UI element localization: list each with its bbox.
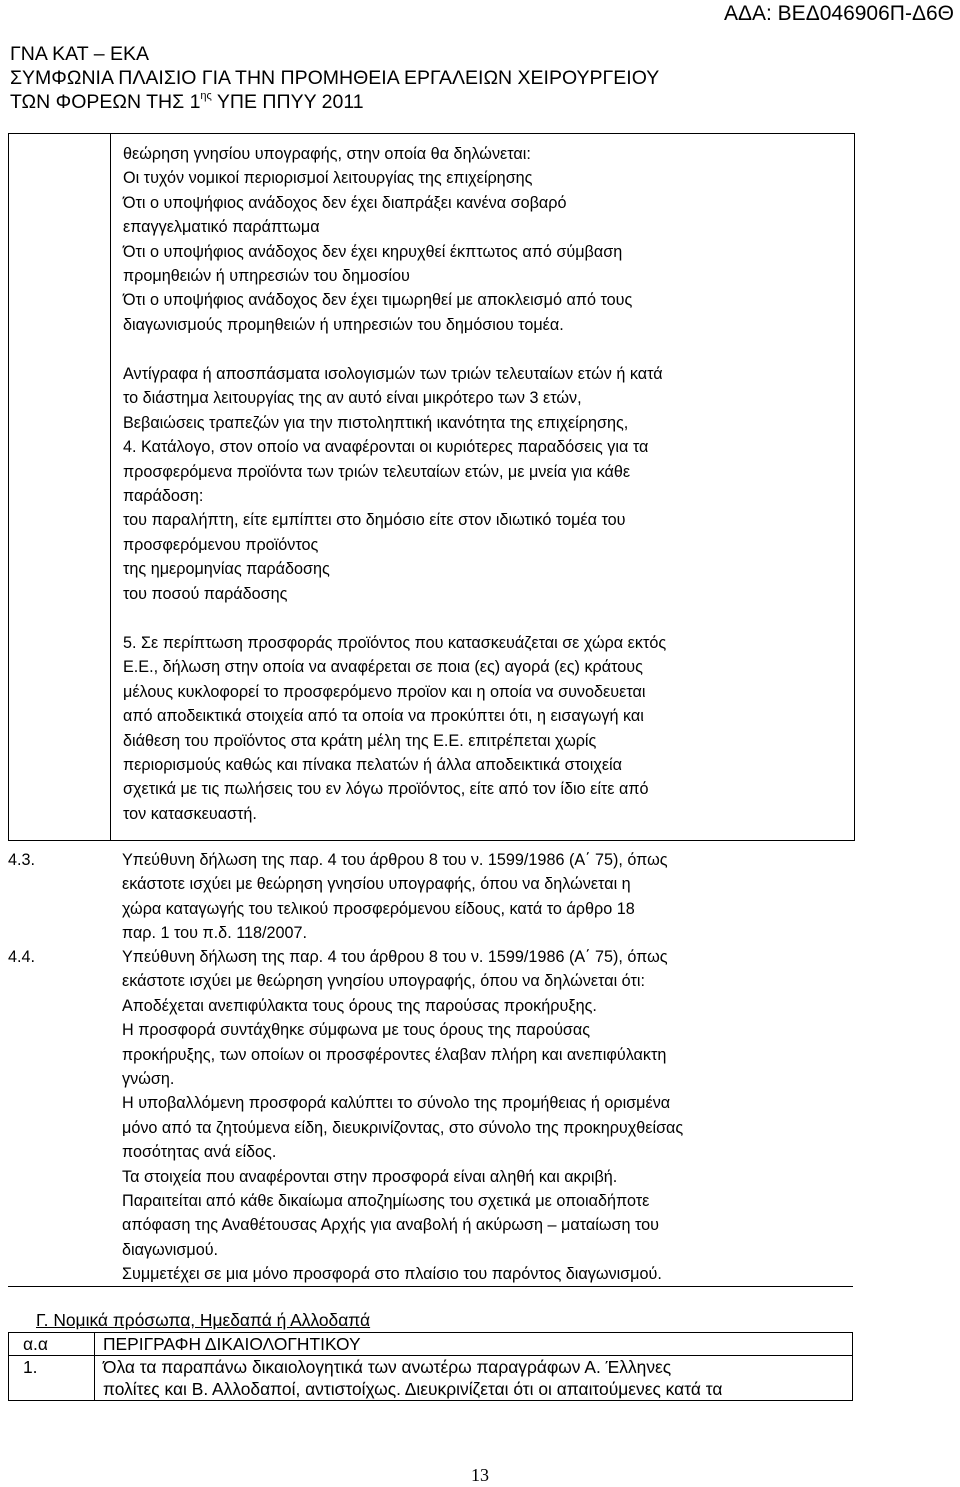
text-line: Όλα τα παραπάνω δικαιολογητικά των ανωτέρω παραγράφων Α. Έλληνες — [103, 1357, 672, 1377]
text-line: Βεβαιώσεις τραπεζών για την πιστοληπτική ικανότητα της επιχείρησης, — [123, 413, 629, 432]
text-line: γνώση. — [122, 1070, 175, 1089]
header-cell-aa: α.α — [9, 1333, 95, 1356]
text-line: Ότι ο υποψήφιος ανάδοχος δεν έχει κηρυχθεί έκπτωτος από σύμβαση — [123, 242, 623, 261]
table-row — [9, 1356, 853, 1401]
financial-block — [123, 362, 843, 606]
text-line: Οι τυχόν νομικοί περιορισμοί λειτουργίας της επιχείρησης — [123, 169, 533, 188]
text-line: απόφαση της Αναθέτουσας Αρχής για αναβολή ή ακύρωση – ματαίωση του — [122, 1216, 659, 1235]
text-line: το διάστημα λειτουργίας της αν αυτό είναι μικρότερο των 3 ετών, — [123, 389, 582, 408]
text-line: σχετικά με τις πωλήσεις του εν λόγω προϊόντος, είτε από τον ίδιο είτε από — [123, 780, 649, 799]
text-line: πολίτες και Β. Αλλοδαποί, αντιστοίχως. Διευκρινίζεται ότι οι απαιτούμενες κατά τα — [103, 1379, 723, 1399]
text-line: του ποσού παράδοσης — [123, 584, 288, 603]
text-line: Ότι ο υποψήφιος ανάδοχος δεν έχει τιμωρηθεί με αποκλεισμό από τους — [123, 291, 633, 310]
header-line-1: ΓΝΑ ΚΑΤ – ΕΚΑ — [10, 43, 149, 65]
text-line: παράδοση: — [123, 487, 204, 506]
non-eu-block — [123, 631, 843, 826]
text-line: περιορισμούς καθώς και πίνακα πελατών ή άλλα αποδεικτικά στοιχεία — [123, 756, 623, 775]
text-line: Η προσφορά συντάχθηκε σύμφωνα με τους όρους της παρούσας — [122, 1021, 591, 1040]
section-g-heading: Γ. Νομικά πρόσωπα, Ημεδαπά ή Αλλοδαπά — [36, 1310, 371, 1330]
text-line: ποσότητας ανά είδος. — [122, 1143, 277, 1162]
section-number: 4.3. — [8, 851, 36, 869]
text-line: προσφερόμενα προϊόντα των τριών τελευταίων ετών, με μνεία για κάθε — [123, 462, 631, 481]
section-text — [122, 945, 842, 1287]
header-line-3: ΤΩΝ ΦΟΡΕΩΝ ΤΗΣ $1^{\eta\varsigma}$ ΥΠΕ ΠΠΥΥ 2011 — [10, 90, 364, 113]
text-line: προσφερόμενου προϊόντος — [123, 535, 319, 554]
header-cell-description: ΠΕΡΙΓΡΑΦΗ ΔΙΚΑΙΟΛΟΓΗΤΙΚΟΥ — [95, 1333, 853, 1356]
text-line: χώρα καταγωγής του τελικού προσφερόμενου είδους, κατά το άρθρο 18 — [122, 899, 635, 918]
section-text — [122, 848, 842, 946]
section-divider — [8, 1286, 853, 1287]
row-description — [95, 1356, 853, 1401]
table-header-row — [9, 1333, 853, 1356]
text-line: Τα στοιχεία που αναφέρονται στην προσφορά είναι αληθή και ακριβή. — [122, 1167, 618, 1186]
text-line: της ημερομηνίας παράδοσης — [123, 560, 330, 579]
text-line: Αποδέχεται ανεπιφύλακτα τους όρους της παρούσας προκήρυξης. — [122, 996, 597, 1015]
text-line: μόνο από τα ζητούμενα είδη, διευκρινίζοντας, στο σύνολο της προκηρυχθείσας — [122, 1118, 684, 1137]
documents-table — [8, 1332, 853, 1401]
ada-code: ΑΔΑ: ΒΕΔ046906Π-Δ6Θ — [723, 2, 954, 25]
text-line: προμηθειών ή υπηρεσιών του δημοσίου — [123, 267, 410, 286]
text-line: Αντίγραφα ή αποσπάσματα ισολογισμών των τριών τελευταίων ετών ή κατά — [123, 365, 663, 383]
section-number: 4.4. — [8, 948, 36, 966]
text-line: από αποδεικτικά στοιχεία από τα οποία να προκύπτει ότι, η εισαγωγή και — [123, 707, 644, 726]
text-line: διαγωνισμούς προμηθειών ή υπηρεσιών του δημόσιου τομέα. — [123, 315, 564, 334]
column-divider — [110, 134, 111, 840]
text-line: επαγγελματικό παράπτωμα — [123, 218, 320, 237]
page-number: 13 — [471, 1465, 489, 1485]
text-line: Υπεύθυνη δήλωση της παρ. 4 του άρθρου 8 του ν. 1599/1986 (Α΄ 75), όπως — [122, 851, 668, 869]
text-line: Η υποβαλλόμενη προσφορά καλύπτει το σύνολο της προμήθειας ή ορισμένα — [122, 1094, 671, 1113]
header-line-2: ΣΥΜΦΩΝΙΑ ΠΛΑΙΣΙΟ ΓΙΑ ΤΗΝ ΠΡΟΜΗΘΕΙΑ ΕΡΓΑΛΕΙΩΝ ΧΕΙΡΟΥΡΓΕΙΟΥ — [10, 67, 660, 89]
text-line: Παραιτείται από κάθε δικαίωμα αποζημίωσης του σχετικά με οποιαδήποτε — [122, 1192, 650, 1211]
document-header — [10, 42, 659, 114]
text-line: 5. Σε περίπτωση προσφοράς προϊόντος που κατασκευάζεται σε χώρα εκτός — [123, 634, 667, 652]
text-line: διάθεση του προϊόντος στα κράτη μέλη της Ε.Ε. επιτρέπεται χωρίς — [123, 731, 597, 750]
text-line: μέλους κυκλοφορεί το προσφερόμενο προϊον και η οποία να συνοδευεται — [123, 682, 646, 701]
text-line: εκάστοτε ισχύει με θεώρηση γνησίου υπογραφής, όπου να δηλώνεται ότι: — [122, 972, 645, 991]
text-line: εκάστοτε ισχύει με θεώρηση γνησίου υπογραφής, όπου να δηλώνεται η — [122, 875, 631, 894]
text-line: παρ. 1 του π.δ. 118/2007. — [122, 924, 308, 943]
text-line: 4. Κατάλογο, στον οποίο να αναφέρονται οι κυριότερες παραδόσεις για τα — [123, 438, 649, 457]
text-line: Υπεύθυνη δήλωση της παρ. 4 του άρθρου 8 του ν. 1599/1986 (Α΄ 75), όπως — [122, 948, 668, 966]
text-line: θεώρηση γνησίου υπογραφής, στην οποία θα δηλώνεται: — [123, 145, 531, 163]
text-line: του παραλήπτη, είτε εμπίπτει στο δημόσιο είτε στον ιδιωτικό τομέα του — [123, 511, 626, 530]
declaration-block — [123, 142, 843, 337]
text-line: Ε.Ε., δήλωση στην οποία να αναφέρεται σε ποια (ες) αγορά (ες) κράτους — [123, 658, 643, 677]
text-line: διαγωνισμού. — [122, 1240, 219, 1259]
text-line: Ότι ο υποψήφιος ανάδοχος δεν έχει διαπράξει κανένα σοβαρό — [123, 193, 567, 212]
requirements-box — [8, 133, 855, 841]
text-line: τον κατασκευαστή. — [123, 804, 257, 823]
text-line: προκήρυξης, των οποίων οι προσφέροντες έλαβαν πλήρη και ανεπιφύλακτη — [122, 1045, 667, 1064]
row-number: 1. — [9, 1356, 95, 1401]
text-line: Συμμετέχει σε μια μόνο προσφορά στο πλαίσιο του παρόντος διαγωνισμού. — [122, 1265, 662, 1284]
